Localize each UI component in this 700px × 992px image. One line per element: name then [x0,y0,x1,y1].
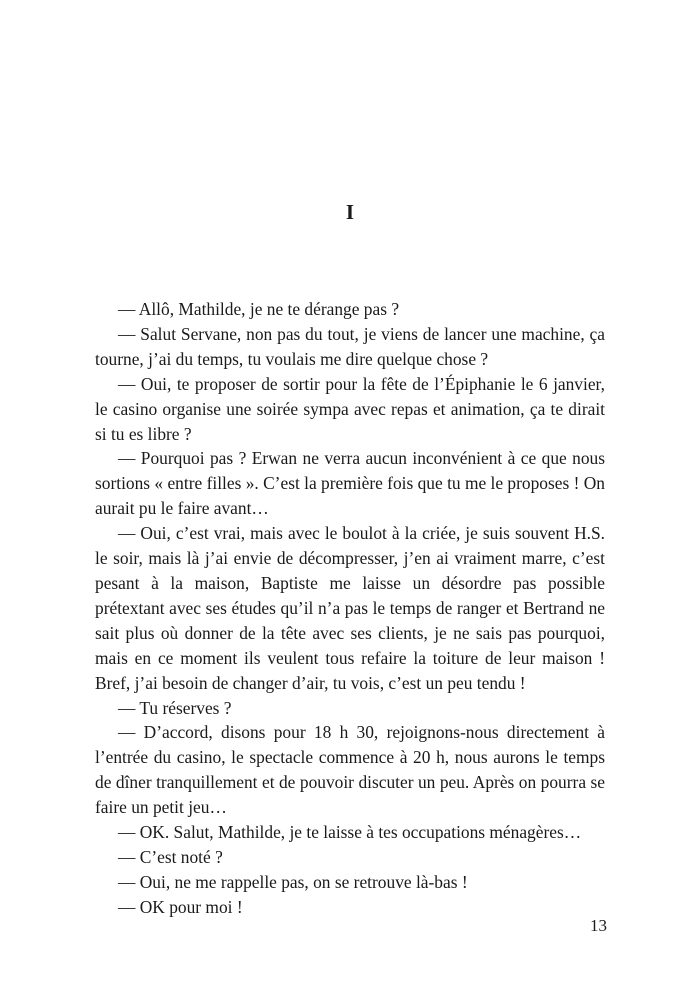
dialogue-body [95,297,605,920]
dialogue-line: — OK. Salut, Mathilde, je te laisse à tes occupations ménagères… [118,822,582,843]
dialogue-line: — Pourquoi pas ? Erwan ne verra aucun inconvénient à ce que nous sortions « entre filles ». C’est la première fois que tu me le proposes ! On aurait pu le faire avant… [95,448,606,519]
chapter-title: I [345,200,355,224]
dialogue-line: — Oui, ne me rappelle pas, on se retrouve là-bas ! [118,871,468,892]
dialogue-line: — C’est noté ? [118,846,223,867]
dialogue-line: — OK pour moi ! [118,896,243,917]
dialogue-line: — Allô, Mathilde, je ne te dérange pas ? [118,299,400,319]
dialogue-line: — Oui, te proposer de sortir pour la fête de l’Épiphanie le 6 janvier, le casino organise une soirée sympa avec repas et animation, ça te dirait si tu es libre ? [95,373,605,444]
dialogue-line: — Tu réserves ? [118,697,232,718]
page-number: 13 [590,916,607,935]
dialogue-line: — D’accord, disons pour 18 h 30, rejoignons-nous directement à l’entrée du casino, le spectacle commence à 20 h, nous aurons le temps de dîner tranquillement et de pouvoir discuter un peu. Après on pourra se faire un petit jeu… [95,722,605,818]
dialogue-line: — Oui, c’est vrai, mais avec le boulot à la criée, je suis souvent H.S. le soir, mais là j’ai envie de décompresser, j’en ai vraiment marre, c’est pesant à la maison, Baptiste me laisse un désordre pas possible prétextant avec ses études qu’il n’a pas le temps de ranger et Bertrand ne sait plus où donner de la tête avec ses clients, je ne sais pas pourquoi, mais en ce moment ils veulent tous refaire la toiture de leur maison ! Bref, j’ai besoin de changer d’air, tu vois, c’est un peu tendu ! [95,523,605,693]
dialogue-line: — Salut Servane, non pas du tout, je viens de lancer une machine, ça tourne, j’ai du temps, tu voulais me dire quelque chose ? [95,323,605,369]
